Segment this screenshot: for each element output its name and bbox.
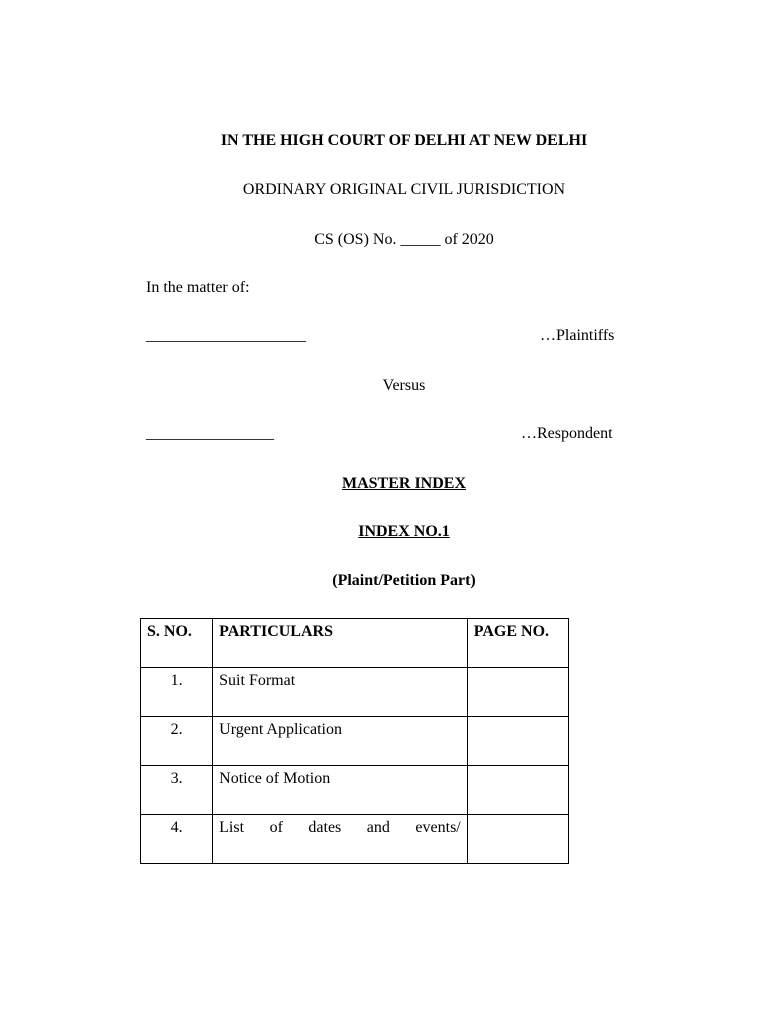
index-table (140, 618, 569, 864)
row-particulars: Suit Format (213, 668, 468, 717)
justified-word: List (219, 819, 245, 836)
table-row (141, 815, 569, 864)
court-title: IN THE HIGH COURT OF DELHI AT NEW DELHI (220, 132, 588, 149)
row-particulars: Notice of Motion (213, 766, 468, 815)
respondent-name-blank: ________________ (146, 425, 274, 442)
row-page-no (467, 815, 568, 864)
row-page-no (467, 717, 568, 766)
row-page-no (467, 668, 568, 717)
row-page-no (467, 766, 568, 815)
justified-word: dates (308, 819, 342, 836)
table-row (141, 668, 569, 717)
plaintiff-role-label: …Plaintiffs (540, 327, 615, 344)
row-particulars (213, 815, 468, 864)
justified-word: events/ (415, 819, 461, 836)
index-number-heading: INDEX NO.1 (358, 523, 450, 540)
respondent-role-label: …Respondent (521, 425, 613, 442)
row-sno: 1. (141, 668, 213, 717)
header-page-no: PAGE NO. (467, 619, 568, 668)
case-number: CS (OS) No. _____ of 2020 (314, 231, 494, 248)
plaintiff-name-blank: ____________________ (146, 327, 306, 344)
justified-word: of (269, 819, 283, 836)
versus-label: Versus (382, 377, 426, 394)
row-sno: 4. (141, 815, 213, 864)
justified-word: and (366, 819, 390, 836)
row-sno: 2. (141, 717, 213, 766)
justified-particulars (213, 815, 467, 838)
jurisdiction-heading: ORDINARY ORIGINAL CIVIL JURISDICTION (242, 181, 566, 198)
row-particulars: Urgent Application (213, 717, 468, 766)
master-index-heading: MASTER INDEX (341, 475, 466, 492)
table-row (141, 766, 569, 815)
header-particulars: PARTICULARS (213, 619, 468, 668)
table-header-row (141, 619, 569, 668)
table-row (141, 717, 569, 766)
in-the-matter-label: In the matter of: (146, 279, 250, 296)
header-sno: S. NO. (141, 619, 213, 668)
row-sno: 3. (141, 766, 213, 815)
part-title: (Plaint/Petition Part) (332, 572, 476, 589)
